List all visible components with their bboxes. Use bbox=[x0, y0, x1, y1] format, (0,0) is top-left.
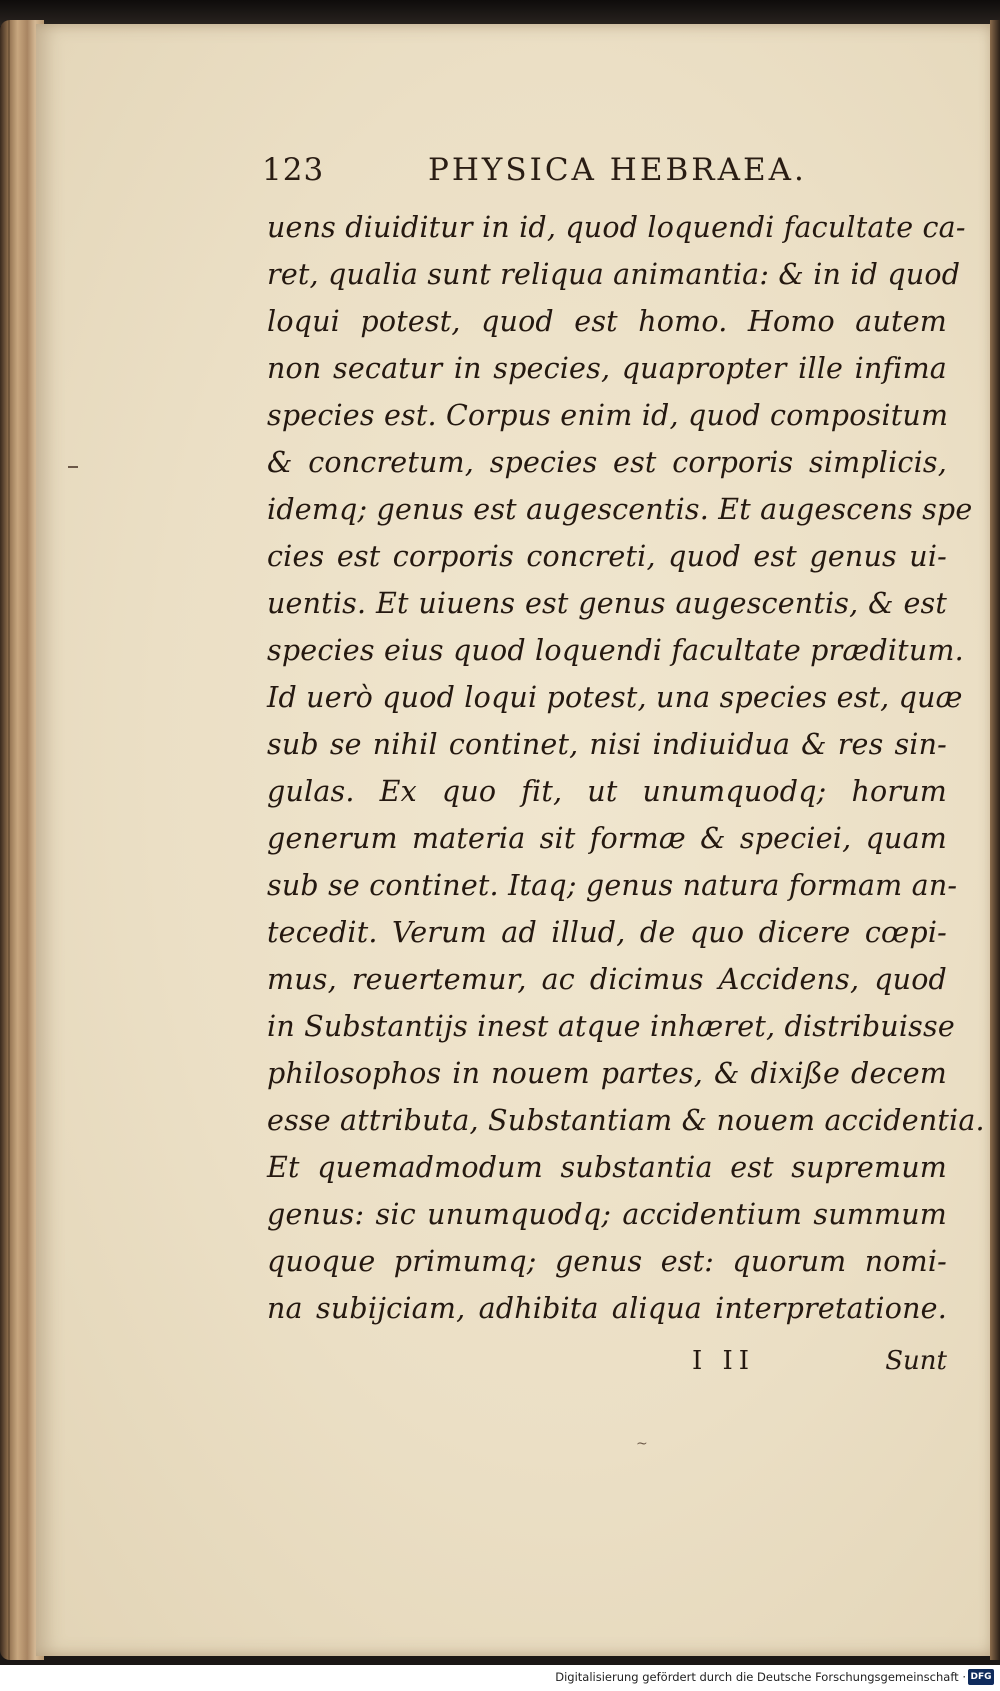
signature-line bbox=[692, 1346, 947, 1386]
page-number: 123 bbox=[262, 152, 325, 188]
text-line: generum materia sit formæ & speciei, quam bbox=[267, 822, 947, 855]
digitization-credit: Digitalisierung gefördert durch die Deutsche Forschungsgemeinschaft · bbox=[555, 1670, 966, 1684]
text-line: sub se continet. Itaq; genus natura formam an- bbox=[267, 869, 958, 902]
scan-top-edge bbox=[0, 0, 1000, 26]
text-line: genus: sic unumquodq; accidentium summum bbox=[267, 1198, 947, 1231]
text-line: philosophos in nouem partes, & dixiße decem bbox=[267, 1057, 947, 1090]
text-line: ret, qualia sunt reliqua animantia: & in id quod bbox=[267, 258, 961, 291]
text-line: tecedit. Verum ad illud, de quo dicere cœpi- bbox=[267, 916, 947, 949]
scan-footer bbox=[0, 1665, 1000, 1691]
signature-mark: I II bbox=[692, 1346, 756, 1376]
page-header bbox=[262, 152, 952, 196]
text-line: non secatur in species, quapropter ille infima bbox=[267, 352, 947, 385]
text-line: & concretum, species est corporis simplicis, bbox=[267, 446, 947, 479]
text-line: mus, reuertemur, ac dicimus Accidens, quod bbox=[267, 963, 947, 996]
ink-speck: ~ bbox=[636, 1436, 648, 1452]
catchword: Sunt bbox=[885, 1346, 947, 1376]
body-text bbox=[267, 204, 985, 1332]
text-line: na subijciam, adhibita aliqua interpretatione. bbox=[267, 1292, 947, 1325]
text-line: uens diuiditur in id, quod loquendi facultate ca- bbox=[267, 211, 966, 244]
margin-ink-mark bbox=[68, 466, 78, 468]
text-line: species est. Corpus enim id, quod compositum bbox=[267, 399, 949, 432]
text-line: uentis. Et uiuens est genus augescentis, & est bbox=[267, 587, 947, 620]
running-title: PHYSICA HEBRAEA. bbox=[428, 152, 807, 188]
text-line: species eius quod loquendi facultate præditum. bbox=[267, 634, 964, 667]
text-line: Id uerò quod loqui potest, una species est, quæ bbox=[267, 681, 963, 714]
text-line: gulas. Ex quo fit, ut unumquodq; horum bbox=[267, 775, 947, 808]
text-line: cies est corporis concreti, quod est genus ui- bbox=[267, 540, 947, 573]
text-line: quoque primumq; genus est: quorum nomi- bbox=[267, 1245, 947, 1278]
book-right-edge bbox=[990, 20, 1000, 1660]
dfg-logo: DFG bbox=[968, 1669, 994, 1685]
text-line: idemq; genus est augescentis. Et augescens spe bbox=[267, 493, 973, 526]
text-line: in Substantijs inest atque inhæret, distribuisse bbox=[267, 1010, 955, 1043]
text-line: esse attributa, Substantiam & nouem accidentia. bbox=[267, 1104, 985, 1137]
text-line: loqui potest, quod est homo. Homo autem bbox=[267, 305, 947, 338]
text-line: sub se nihil continet, nisi indiuidua & res sin- bbox=[267, 728, 947, 761]
text-line: Et quemadmodum substantia est supremum bbox=[267, 1151, 947, 1184]
